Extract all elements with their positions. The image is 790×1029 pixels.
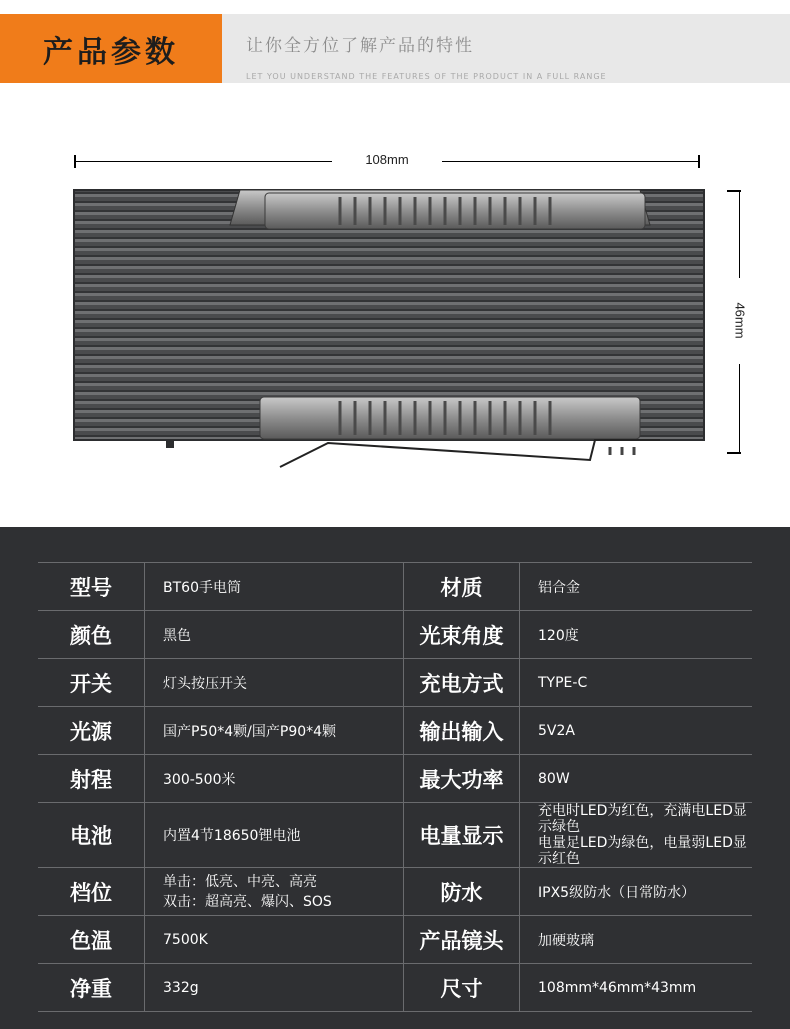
spec-value: 7500K [145,916,404,964]
spec-key: 档位 [38,868,145,916]
height-label: 46mm [732,302,748,339]
table-row [38,611,752,659]
dimension-tick [727,190,741,192]
spec-value-line: 单击：低亮、中亮、高亮 [163,873,317,890]
spec-key: 充电方式 [404,659,520,707]
spec-value: 120度 [520,611,753,659]
spec-key: 最大功率 [404,755,520,803]
section-tag: 产品参数 [0,14,222,83]
spec-value: 332g [145,964,404,1012]
spec-key: 电量显示 [404,803,520,868]
table-row [38,755,752,803]
spec-value-line: 电量足LED为绿色，电量弱LED显示红色 [538,835,747,867]
spec-value: IPX5级防水（日常防水） [520,868,753,916]
width-label: 108mm [332,152,442,167]
header-banner [0,14,790,83]
width-dimension-line [74,152,700,167]
spec-key: 光束角度 [404,611,520,659]
spec-table [38,562,752,1012]
spec-value: 灯头按压开关 [145,659,404,707]
spec-value: 5V2A [520,707,753,755]
spec-value [145,868,404,916]
spec-value: 铝合金 [520,563,753,611]
spec-key: 材质 [404,563,520,611]
table-row [38,964,752,1012]
dimension-tick [698,155,700,168]
table-row [38,707,752,755]
spec-value-line: 充电时LED为红色，充满电LED显示绿色 [538,803,747,835]
spec-key: 产品镜头 [404,916,520,964]
spec-value: 黑色 [145,611,404,659]
spec-key: 色温 [38,916,145,964]
spec-key: 颜色 [38,611,145,659]
spec-value: BT60手电筒 [145,563,404,611]
spec-value: 108mm*46mm*43mm [520,964,753,1012]
spec-key: 型号 [38,563,145,611]
table-row [38,659,752,707]
spec-key: 防水 [404,868,520,916]
spec-value: TYPE-C [520,659,753,707]
spec-key: 输出输入 [404,707,520,755]
dimension-tick [727,452,741,454]
table-row [38,868,752,916]
spec-value: 300-500米 [145,755,404,803]
spec-key: 开关 [38,659,145,707]
spec-value: 内置4节18650锂电池 [145,803,404,868]
flashlight-product-image [70,185,710,475]
spec-value: 国产P50*4颗/国产P90*4颗 [145,707,404,755]
spec-key: 尺寸 [404,964,520,1012]
spec-value-line: 双击：超高亮、爆闪、SOS [163,893,332,910]
section-subtitle: LET YOU UNDERSTAND THE FEATURES OF THE PRODUCT IN A FULL RANGE [246,72,607,81]
height-dimension-line [732,190,748,454]
spec-key: 光源 [38,707,145,755]
section-title: 让你全方位了解产品的特性 [246,36,474,56]
spec-key: 电池 [38,803,145,868]
table-row [38,803,752,868]
spec-value: 80W [520,755,753,803]
spec-key: 射程 [38,755,145,803]
spec-value [520,803,753,868]
spec-key: 净重 [38,964,145,1012]
table-row [38,563,752,611]
spec-value: 加硬玻璃 [520,916,753,964]
dimension-tick [74,155,76,168]
table-row [38,916,752,964]
